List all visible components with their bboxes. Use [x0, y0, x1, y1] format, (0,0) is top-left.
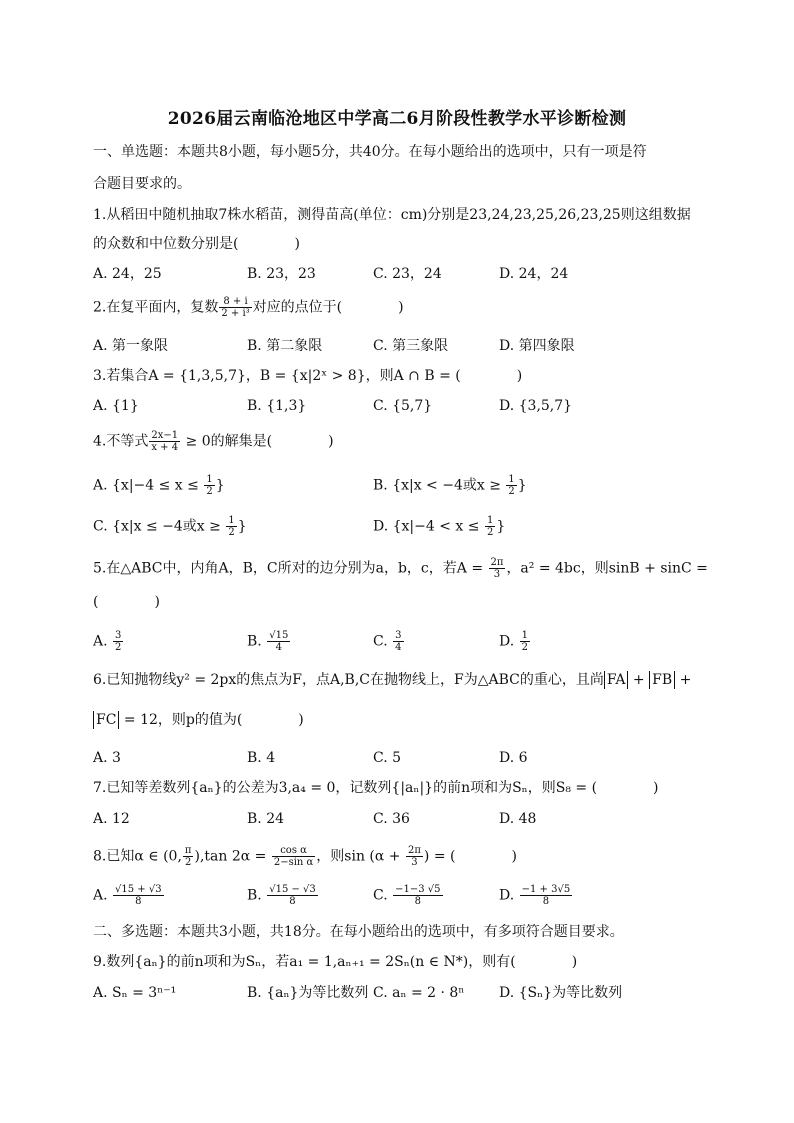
- q5-option-d: [499, 630, 531, 653]
- brace: }: [237, 518, 247, 535]
- q5-pre: 5.在△ABC中，内角A，B，C所对的边分别为a，b，c，若A =: [93, 560, 488, 577]
- question-6-text-cont: [93, 710, 304, 730]
- q3-option-b: B. {1,3}: [247, 398, 307, 414]
- q5-option-c: [373, 630, 405, 653]
- q4-option-d-frac: [485, 515, 495, 538]
- q4-option-a: [93, 474, 225, 497]
- option-label: B.: [247, 887, 262, 904]
- q9-option-d: D. {Sₙ}为等比数列: [499, 985, 623, 1001]
- q8-mid: ),tan 2α =: [194, 848, 271, 865]
- q2-frac-num: 8 + i: [219, 296, 251, 308]
- frac-den: 2: [206, 486, 213, 497]
- q4-option-a-frac: [204, 474, 214, 497]
- frac-num: √15: [269, 630, 289, 641]
- question-1-text-cont: 的众数和中位数分别是( ): [93, 236, 300, 252]
- q4-post: ≥ 0的解集是( ): [181, 433, 334, 450]
- frac-num: 3: [395, 630, 402, 641]
- question-2-text: [93, 296, 404, 319]
- option-label: D.: [499, 633, 515, 650]
- q3-option-d: D. {3,5,7}: [499, 398, 573, 414]
- question-4-text: [93, 430, 334, 453]
- frac-den: 4: [275, 642, 282, 653]
- q4-frac-num: 2x−1: [151, 430, 179, 441]
- option-frac: [520, 884, 573, 907]
- frac-den: 8: [135, 896, 142, 907]
- q2-pre: 2.在复平面内，复数: [93, 299, 219, 316]
- q4-option-b-frac: [506, 474, 516, 497]
- frac-num: 1: [508, 474, 515, 485]
- q4-option-d: [373, 515, 505, 538]
- q6-abs-fb: FB: [649, 671, 675, 689]
- q4-option-c-frac: [226, 515, 236, 538]
- option-label: B.: [247, 633, 262, 650]
- q3-option-a: A. {1}: [93, 398, 139, 414]
- option-frac: [393, 630, 403, 653]
- option-frac: [520, 630, 530, 653]
- section-1-heading-cont: 合题目要求的。: [93, 176, 191, 192]
- question-5-text: [93, 557, 708, 580]
- frac-den: 2: [521, 642, 529, 653]
- option-label: C.: [373, 887, 388, 904]
- q5-option-b: [247, 630, 291, 653]
- frac-num: π: [184, 845, 192, 856]
- question-6-text: [93, 670, 691, 690]
- frac-den: 2: [508, 486, 515, 497]
- option-frac: [393, 884, 442, 907]
- frac-num: √15 + √3: [115, 884, 162, 895]
- q4-frac-den: x + 4: [151, 442, 179, 453]
- option-label: A.: [93, 887, 108, 904]
- frac-num: 1: [228, 515, 235, 526]
- q7-option-a: A. 12: [93, 811, 130, 827]
- brace: }: [215, 477, 225, 494]
- question-9-text: 9.数列{aₙ}的前n项和为Sₙ，若a₁ = 1,aₙ₊₁ = 2Sₙ(n ∈ N*)，则有( ): [93, 954, 578, 970]
- q6-option-b: B. 4: [247, 750, 276, 766]
- option-frac: [267, 630, 290, 653]
- frac-den: 2−sin α: [273, 857, 314, 868]
- frac-den: 2: [115, 642, 122, 653]
- q2-option-b: B. 第二象限: [247, 338, 323, 354]
- option-frac: [267, 884, 318, 907]
- frac-den: 8: [414, 896, 422, 907]
- q4-option-b: [373, 474, 527, 497]
- q7-option-c: C. 36: [373, 811, 410, 827]
- frac-num: 1: [521, 630, 529, 641]
- frac-den: 3: [493, 569, 501, 580]
- q8-option-c: [373, 884, 444, 907]
- q2-post: 对应的点位于( ): [252, 299, 404, 316]
- q4-option-c-text: C. {x|x ≤ −4或x ≥: [93, 518, 226, 535]
- frac-num: 3: [115, 630, 122, 641]
- q4-option-b-text: B. {x|x < −4或x ≥: [373, 477, 506, 494]
- q8-option-a: [93, 884, 165, 907]
- frac-num: 2π: [407, 845, 421, 856]
- q8-post: ) = ( ): [423, 848, 517, 865]
- question-7-text: 7.已知等差数列{aₙ}的公差为3,a₄ = 0，记数列{|aₙ|}的前n项和为Sₙ，则S₈ = ( ): [93, 780, 659, 796]
- q1-option-c: C. 23，24: [373, 266, 442, 282]
- q6-abs-fc: FC: [93, 711, 119, 729]
- q8-pi-frac: [183, 845, 194, 868]
- q8-option-d: [499, 884, 573, 907]
- q7-option-b: B. 24: [247, 811, 285, 827]
- q9-option-a: A. Sₙ = 3ⁿ⁻¹: [93, 985, 177, 1001]
- q6-plus: +: [628, 672, 650, 688]
- q8-pre: 8.已知α ∈ (0,: [93, 848, 182, 865]
- option-label: C.: [373, 633, 388, 650]
- q8-mid2: ，则sin (α +: [316, 848, 405, 865]
- frac-num: cos α: [272, 845, 315, 857]
- q8-cos-frac: [272, 845, 315, 868]
- brace: }: [517, 477, 527, 494]
- section-1-heading: 一、单选题：本题共8小题，每小题5分，共40分。在每小题给出的选项中，只有一项是符: [93, 144, 647, 160]
- option-label: D.: [499, 887, 515, 904]
- q2-fraction: [219, 296, 251, 319]
- frac-den: 2: [486, 527, 494, 538]
- frac-den: 4: [395, 642, 402, 653]
- q9-option-b: B. {aₙ}为等比数列: [247, 985, 369, 1001]
- q4-pre: 4.不等式: [93, 433, 149, 450]
- q6-option-c: C. 5: [373, 750, 402, 766]
- q7-option-d: D. 48: [499, 811, 537, 827]
- q8-angle-frac: [406, 845, 423, 868]
- frac-num: −1−3 √5: [395, 884, 441, 895]
- q1-option-b: B. 23，23: [247, 266, 316, 282]
- frac-num: −1 + 3√5: [521, 884, 571, 895]
- q6-abs-fa: FA: [604, 671, 629, 689]
- frac-num: √15 − √3: [269, 884, 316, 895]
- q6-pre: 6.已知抛物线y² = 2px的焦点为F，点A,B,C在抛物线上，F为△ABC的重心，且尚: [93, 672, 604, 688]
- option-frac: [113, 884, 164, 907]
- q6-plus2: +: [675, 672, 692, 688]
- q1-option-d: D. 24，24: [499, 266, 569, 282]
- frac-den: 2: [185, 857, 192, 868]
- q6-post: = 12，则p的值为( ): [119, 712, 304, 728]
- page-title: 2026届云南临沧地区中学高二6月阶段性教学水平诊断检测: [167, 109, 627, 129]
- q2-option-d: D. 第四象限: [499, 338, 575, 354]
- q1-option-a: A. 24，25: [93, 266, 162, 282]
- frac-den: 3: [411, 857, 418, 868]
- brace: }: [496, 518, 506, 535]
- q4-fraction: [149, 430, 180, 453]
- q6-option-d: D. 6: [499, 750, 528, 766]
- q5-option-a: [93, 630, 124, 653]
- question-8-text: [93, 845, 517, 868]
- q9-option-c: C. aₙ = 2 · 8ⁿ: [373, 985, 465, 1001]
- q8-option-b: [247, 884, 319, 907]
- frac-num: 1: [486, 515, 494, 526]
- question-5-text-cont: ( ): [93, 594, 160, 610]
- question-1-text: 1.从稻田中随机抽取7株水稻苗，测得苗高(单位：cm)分别是23,24,23,25,26,23,25则这组数据: [93, 207, 691, 223]
- q5-angle-frac: [489, 557, 506, 580]
- option-frac: [113, 630, 123, 653]
- frac-den: 2: [228, 527, 235, 538]
- frac-den: 8: [542, 896, 550, 907]
- q4-option-d-text: D. {x|−4 < x ≤: [373, 518, 484, 535]
- frac-num: 2π: [490, 557, 504, 568]
- frac-num: 1: [206, 474, 213, 485]
- q2-option-c: C. 第三象限: [373, 338, 449, 354]
- q2-option-a: A. 第一象限: [93, 338, 169, 354]
- q3-option-c: C. {5,7}: [373, 398, 433, 414]
- option-label: A.: [93, 633, 108, 650]
- q4-option-c: [93, 515, 247, 538]
- q4-option-a-text: A. {x|−4 ≤ x ≤: [93, 477, 204, 494]
- section-2-heading: 二、多选题：本题共3小题，共18分。在每小题给出的选项中，有多项符合题目要求。: [93, 924, 624, 940]
- frac-den: 8: [289, 896, 296, 907]
- q2-frac-den: 2 + i³: [221, 308, 250, 319]
- q6-option-a: A. 3: [93, 750, 121, 766]
- q5-post: ，a² = 4bc，则sinB + sinC =: [506, 560, 708, 577]
- question-3-text: 3.若集合A = {1,3,5,7}，B = {x|2ˣ > 8}，则A ∩ B = ( ): [93, 368, 523, 384]
